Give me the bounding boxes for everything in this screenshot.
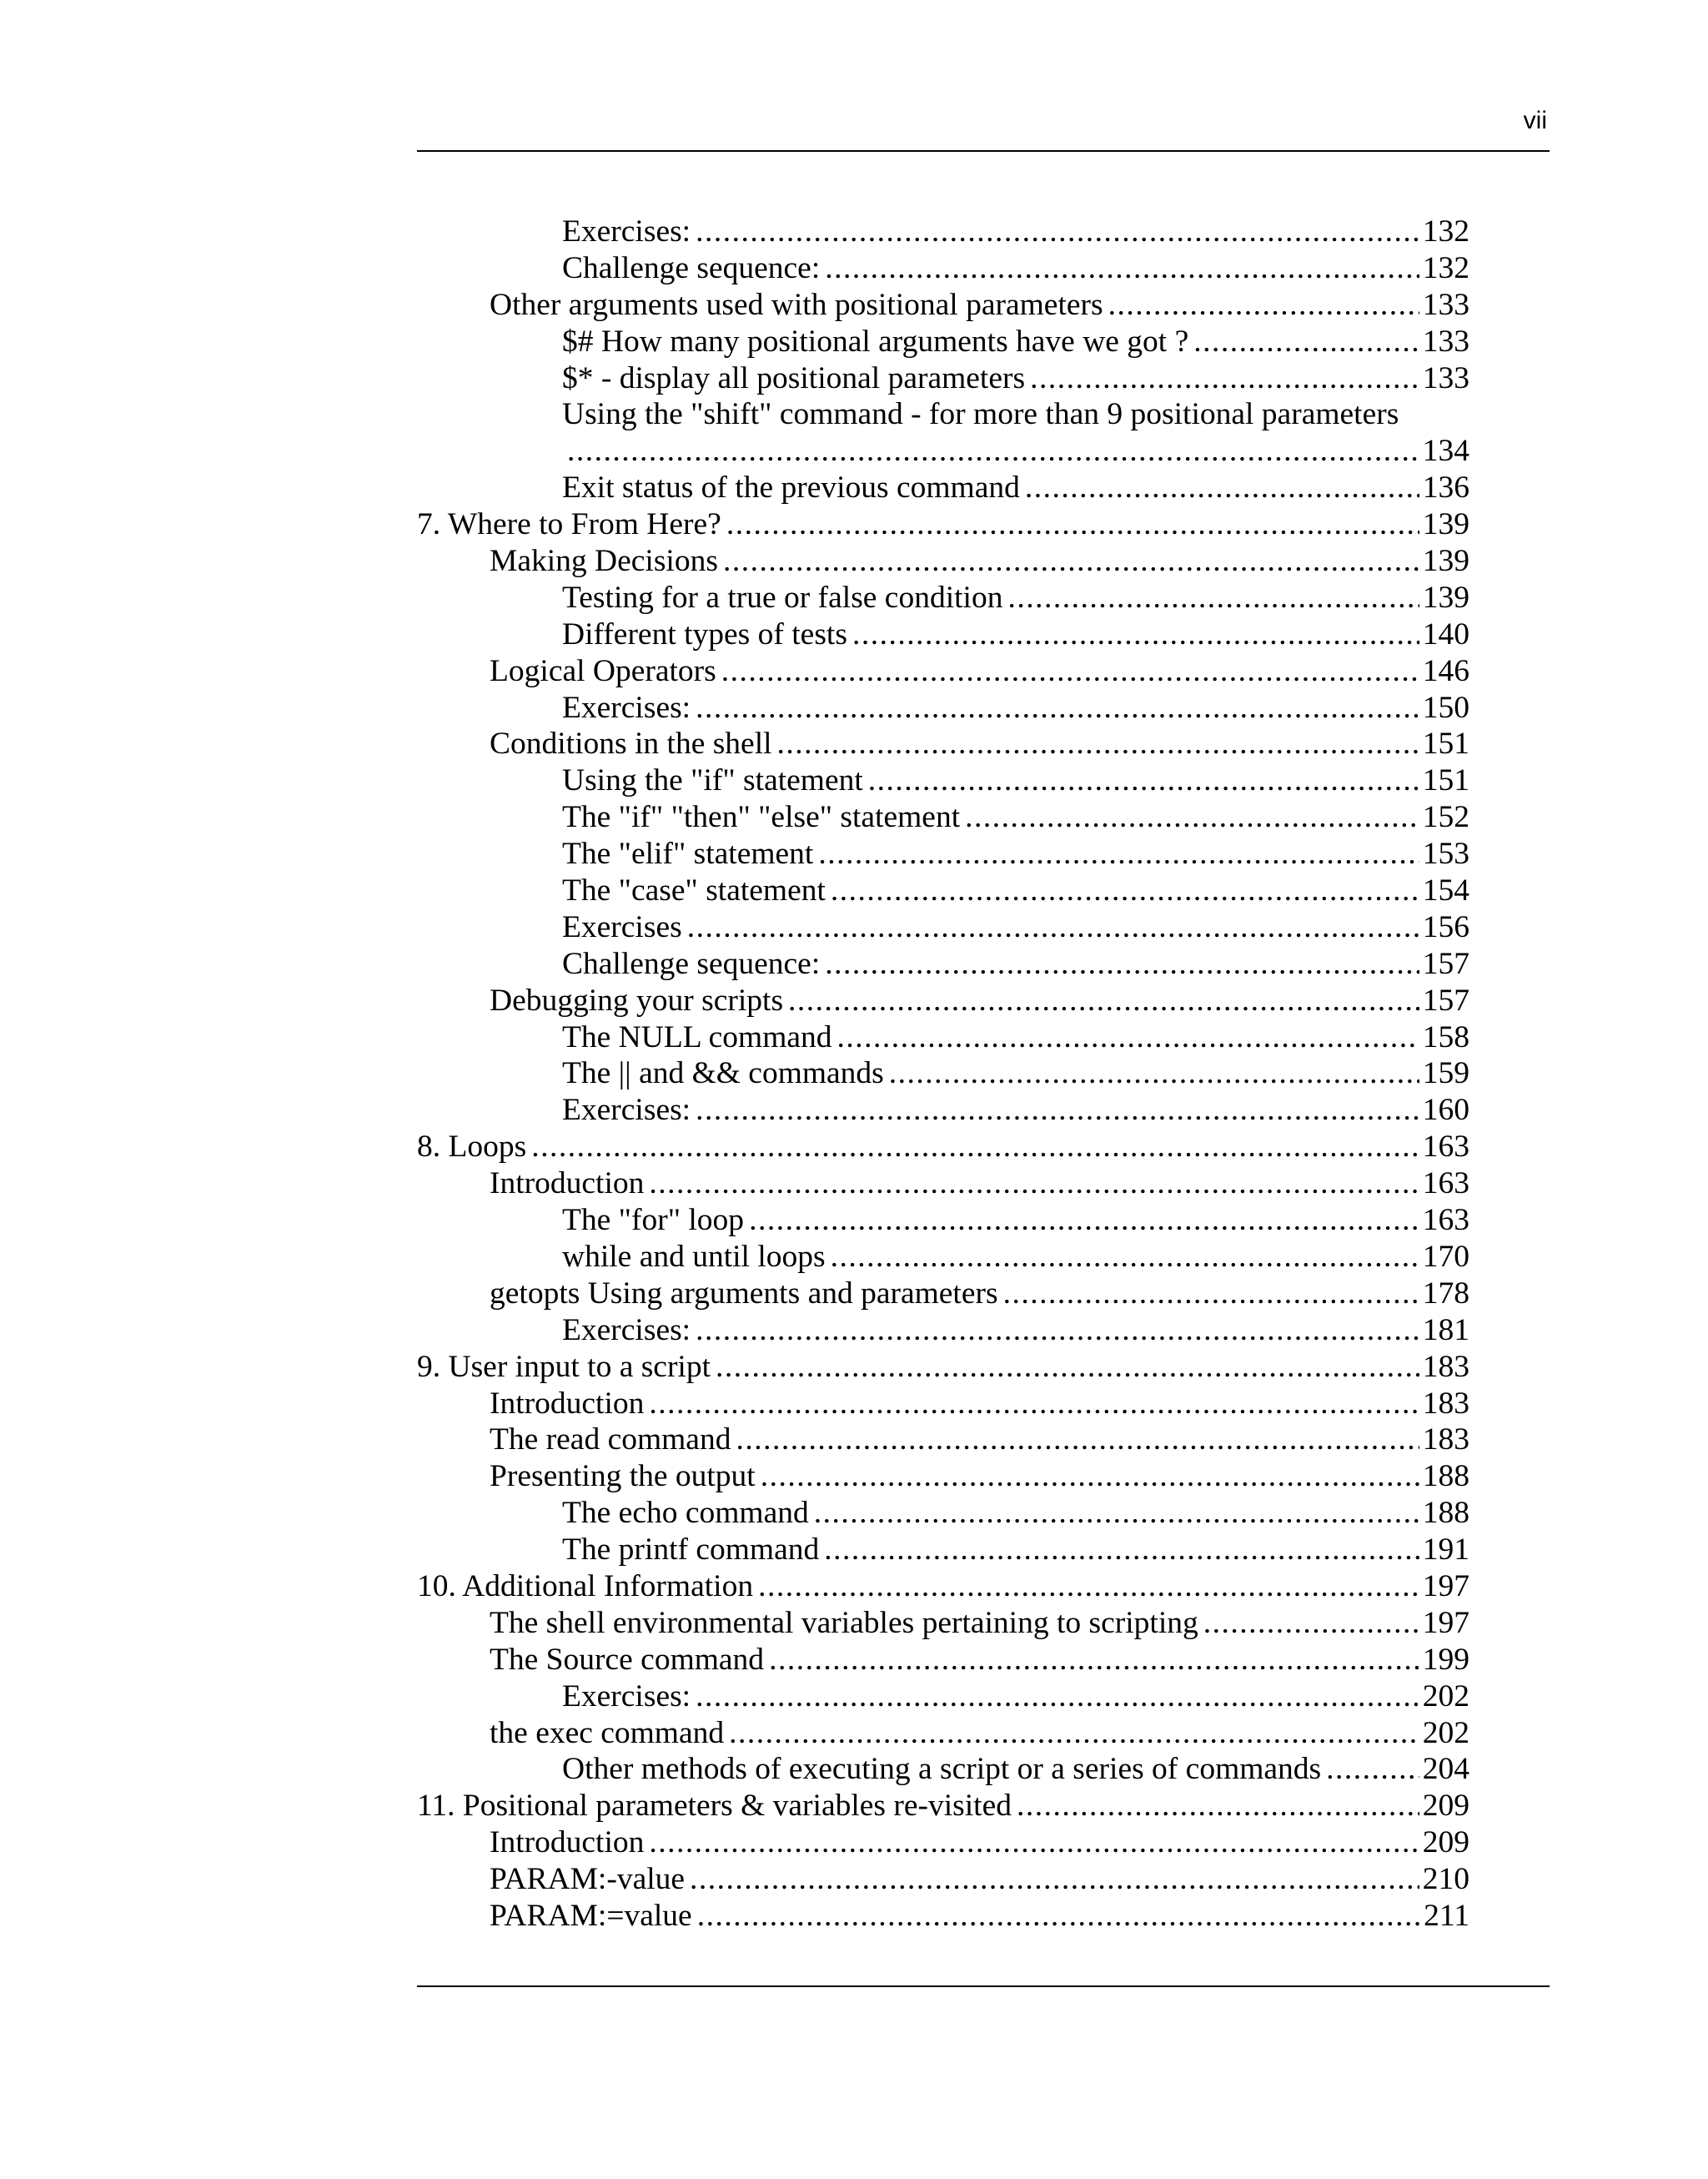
toc-entry-title: Conditions in the shell [490,727,772,762]
toc-entry[interactable] [417,360,1469,397]
toc-entry-page: 183 [1422,1349,1469,1384]
toc-entry-title: The "if" "then" "else" statement [562,800,961,835]
toc-entry[interactable] [417,1349,1469,1386]
toc-dot-leader [644,1386,1419,1422]
toc-entry-title: 11. Positional parameters & variables re-visited [417,1789,1012,1824]
toc-entry[interactable] [417,1605,1469,1642]
toc-entry-page: 151 [1422,763,1469,798]
toc-entry-page: 178 [1422,1276,1469,1311]
toc-entry[interactable] [417,726,1469,762]
toc-dot-leader [691,214,1419,250]
toc-entry-title: Exercises: [562,1093,691,1128]
toc-dot-leader [724,1715,1419,1752]
toc-dot-leader [744,1202,1419,1239]
toc-entry[interactable] [417,1422,1469,1458]
toc-entry-title: The shell environmental variables pertaining to scripting [490,1605,1198,1640]
toc-entry-page: 139 [1422,544,1469,579]
toc-entry-page: 204 [1422,1752,1469,1787]
toc-entry[interactable] [417,1495,1469,1532]
toc-dot-leader [820,946,1419,983]
toc-dot-leader [1188,324,1419,360]
toc-entry-title: Challenge sequence: [562,250,821,285]
toc-dot-leader [691,1312,1419,1349]
toc-dot-leader [691,690,1419,727]
toc-entry[interactable] [417,470,1469,506]
toc-entry-title: Exercises: [562,1678,691,1714]
toc-entry[interactable] [417,1202,1469,1239]
toc-entry[interactable] [417,762,1469,799]
toc-entry-title: Debugging your scripts [490,983,784,1018]
toc-dot-leader [716,653,1419,690]
toc-dot-leader [826,1239,1419,1276]
toc-entry[interactable] [417,1642,1469,1678]
toc-entry-page: 158 [1422,1019,1469,1054]
toc-entry[interactable] [417,214,1469,250]
toc-dot-leader [813,836,1419,873]
toc-entry[interactable] [417,1019,1469,1056]
toc-entry-title: while and until loops [562,1239,826,1274]
toc-dot-leader [819,1532,1419,1568]
toc-dot-leader [756,1458,1419,1495]
toc-entry-page: 133 [1422,324,1469,359]
toc-entry[interactable] [417,396,1469,433]
toc-entry-title: 8. Loops [417,1130,527,1165]
toc-entry-title: The NULL command [562,1019,832,1054]
toc-dot-leader [711,1349,1419,1386]
table-of-contents [417,214,1469,1935]
toc-dot-leader [847,616,1419,653]
page-number: vii [1523,107,1547,134]
toc-entry[interactable] [417,909,1469,946]
toc-entry-title: Introduction [490,1825,645,1860]
toc-entry[interactable] [417,690,1469,727]
toc-entry-title: Using the "if" statement [562,763,863,798]
toc-entry-title: Exercises: [562,214,691,249]
toc-dot-leader [960,799,1419,836]
toc-entry-page: 139 [1422,507,1469,542]
toc-entry-page: 199 [1422,1642,1469,1677]
toc-entry[interactable] [417,1165,1469,1202]
toc-dot-leader [562,433,1419,470]
toc-entry-title: The "case" statement [562,873,826,908]
toc-entry-page: 202 [1422,1715,1469,1750]
toc-entry[interactable] [417,1055,1469,1092]
toc-dot-leader [721,506,1419,543]
toc-entry-title: The Source command [490,1642,765,1677]
toc-dot-leader [731,1422,1419,1458]
toc-dot-leader [820,250,1419,287]
toc-entry-page: 197 [1422,1568,1469,1603]
toc-entry-title: Introduction [490,1386,645,1421]
toc-entry[interactable] [417,1751,1469,1788]
toc-entry[interactable] [417,1568,1469,1605]
toc-entry[interactable] [417,1861,1469,1898]
toc-dot-leader [685,1861,1419,1898]
toc-dot-leader [682,909,1419,946]
toc-entry-title: Exercises: [562,1312,691,1347]
toc-entry-title: Introduction [490,1166,645,1201]
toc-entry[interactable] [417,1678,1469,1715]
toc-dot-leader [1321,1751,1419,1788]
toc-dot-leader [1198,1605,1419,1642]
toc-entry[interactable] [417,1239,1469,1276]
footer-rule [417,1985,1550,1987]
toc-entry-page: 146 [1422,653,1469,688]
toc-dot-leader [1012,1788,1419,1824]
toc-entry-page: 132 [1422,214,1469,249]
toc-dot-leader [764,1642,1419,1678]
toc-entry-title: Exit status of the previous command [562,471,1020,506]
toc-dot-leader [1025,360,1419,397]
toc-entry[interactable] [417,543,1469,580]
toc-entry-title: the exec command [490,1715,725,1750]
toc-entry-page: 197 [1422,1605,1469,1640]
toc-dot-leader [809,1495,1419,1532]
toc-entry-title: The printf command [562,1532,820,1568]
toc-entry[interactable] [417,580,1469,616]
toc-entry-title: Presenting the output [490,1459,756,1494]
toc-entry-title: PARAM:=value [490,1898,692,1933]
toc-entry-title: 9. User input to a script [417,1349,711,1384]
toc-entry-page: 160 [1422,1093,1469,1128]
toc-dot-leader [1103,287,1419,324]
toc-entry[interactable] [417,1312,1469,1349]
toc-dot-leader [644,1824,1419,1861]
toc-entry[interactable] [417,1386,1469,1422]
toc-entry-title: Logical Operators [490,653,716,688]
toc-dot-leader [718,543,1419,580]
toc-entry-title: PARAM:-value [490,1862,686,1897]
toc-entry[interactable] [417,1458,1469,1495]
toc-entry[interactable] [417,983,1469,1019]
toc-entry-title: $# How many positional arguments have we got ? [562,324,1189,359]
toc-entry-page: 163 [1422,1203,1469,1238]
toc-entry-page: 183 [1422,1422,1469,1457]
toc-entry-title: The "for" loop [562,1203,745,1238]
toc-entry-title: Using the "shift" command - for more than 9 positional parameters [562,397,1399,432]
toc-dot-leader [1002,580,1419,616]
toc-entry-page: 156 [1422,909,1469,944]
toc-entry-page: 157 [1422,983,1469,1018]
toc-entry-page: 132 [1422,250,1469,285]
toc-entry-title: 10. Additional Information [417,1568,754,1603]
toc-entry[interactable] [417,250,1469,287]
toc-entry-page: 133 [1422,360,1469,395]
toc-entry-page: 170 [1422,1239,1469,1274]
toc-entry-page: 140 [1422,616,1469,652]
toc-entry-page: 209 [1422,1825,1469,1860]
toc-dot-leader [691,1678,1419,1715]
toc-entry-page: 163 [1422,1166,1469,1201]
toc-entry-page: 134 [1422,434,1469,469]
toc-entry-page: 202 [1422,1678,1469,1714]
toc-entry[interactable] [417,1092,1469,1129]
toc-entry[interactable] [417,946,1469,983]
toc-entry-page: 163 [1422,1130,1469,1165]
toc-entry-title: Making Decisions [490,544,718,579]
toc-entry-page: 150 [1422,690,1469,725]
toc-dot-leader [772,726,1419,762]
toc-entry[interactable] [417,1276,1469,1312]
toc-entry-title: $* - display all positional parameters [562,360,1026,395]
toc-entry-title: Testing for a true or false condition [562,580,1003,615]
toc-entry[interactable] [417,799,1469,836]
toc-entry-page: 136 [1422,471,1469,506]
toc-entry-title: getopts Using arguments and parameters [490,1276,998,1311]
toc-entry[interactable] [417,287,1469,324]
toc-entry-page: 139 [1422,580,1469,615]
toc-entry-title: The read command [490,1422,731,1457]
toc-entry-page: 183 [1422,1386,1469,1421]
toc-dot-leader [691,1092,1419,1129]
toc-entry-title: The "elif" statement [562,837,814,872]
toc-dot-leader [863,762,1419,799]
toc-entry-title: Challenge sequence: [562,946,821,981]
header-rule [417,150,1550,152]
toc-entry-title: Exercises [562,909,682,944]
toc-entry[interactable] [417,1715,1469,1752]
toc-entry-page: 133 [1422,287,1469,322]
toc-entry-page: 210 [1422,1862,1469,1897]
toc-entry-title: Different types of tests [562,616,847,652]
toc-entry[interactable] [417,616,1469,653]
toc-entry-page: 211 [1424,1898,1469,1933]
toc-entry-page: 181 [1422,1312,1469,1347]
toc-entry-page: 159 [1422,1056,1469,1091]
toc-entry[interactable] [417,506,1469,543]
toc-entry-title: Exercises: [562,690,691,725]
toc-entry-title: The echo command [562,1496,809,1531]
toc-dot-leader [783,983,1419,1019]
toc-dot-leader [753,1568,1419,1605]
toc-dot-leader [826,873,1419,909]
toc-entry[interactable] [417,653,1469,690]
toc-entry-page: 157 [1422,946,1469,981]
toc-dot-leader [998,1276,1419,1312]
toc-entry-page: 154 [1422,873,1469,908]
toc-entry[interactable] [417,873,1469,909]
toc-dot-leader [644,1165,1419,1202]
toc-entry-page: 209 [1422,1789,1469,1824]
toc-entry-title: The || and && commands [562,1056,884,1091]
toc-entry-page: 188 [1422,1496,1469,1531]
toc-dot-leader [1020,470,1419,506]
toc-entry-page: 151 [1422,727,1469,762]
toc-entry-page: 153 [1422,837,1469,872]
toc-entry[interactable] [417,836,1469,873]
toc-entry-page: 191 [1422,1532,1469,1568]
toc-entry[interactable] [417,1532,1469,1568]
toc-entry[interactable] [417,1898,1469,1935]
toc-entry-page: 188 [1422,1459,1469,1494]
toc-dot-leader [884,1055,1419,1092]
toc-entry[interactable] [417,1129,1469,1165]
toc-dot-leader [692,1898,1419,1935]
toc-entry-title: 7. Where to From Here? [417,507,721,542]
toc-entry-page: 152 [1422,800,1469,835]
toc-dot-leader [832,1019,1419,1056]
toc-entry[interactable] [417,1788,1469,1824]
toc-entry-title: Other arguments used with positional parameters [490,287,1103,322]
toc-entry[interactable] [417,433,1469,470]
toc-entry[interactable] [417,1824,1469,1861]
toc-entry-title: Other methods of executing a script or a series of commands [562,1752,1322,1787]
toc-dot-leader [526,1129,1419,1165]
toc-entry[interactable] [417,324,1469,360]
